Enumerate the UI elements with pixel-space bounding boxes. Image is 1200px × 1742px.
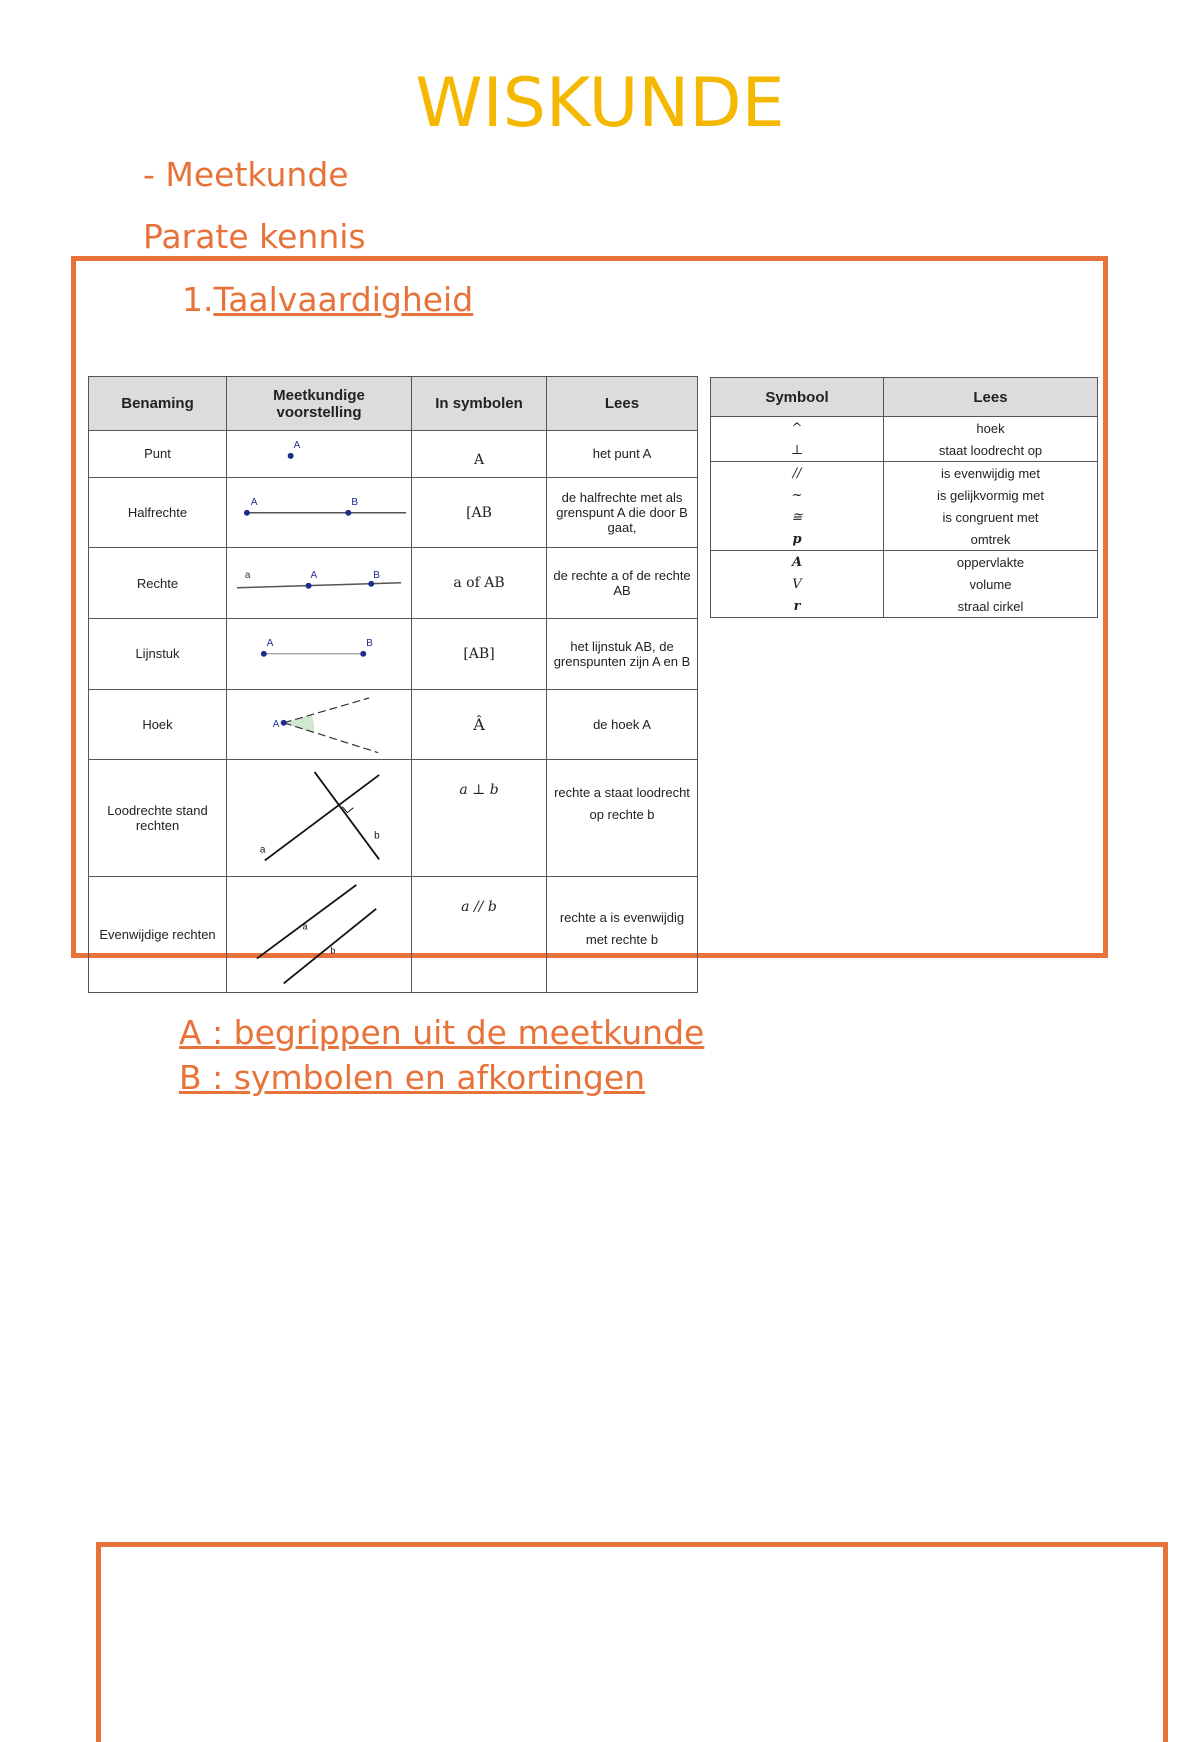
row-symbol: [AB]	[412, 618, 547, 689]
header-symbolen: In symbolen	[412, 377, 547, 431]
page-title: WISKUNDE	[415, 64, 785, 143]
header-symbool: Symbool	[711, 378, 884, 417]
row-read: rechte a staat loodrecht op rechte b	[547, 760, 698, 876]
row-read: straal cirkel	[884, 595, 1098, 618]
header-lees: Lees	[547, 377, 698, 431]
row-symbol: A	[711, 551, 884, 574]
table-row	[89, 548, 698, 619]
row-symbol: A	[412, 431, 547, 478]
table-row	[711, 506, 1098, 528]
row-name: Rechte	[89, 548, 227, 619]
row-name: Punt	[89, 431, 227, 478]
row-read: is congruent met	[884, 506, 1098, 528]
row-symbol: ⊥	[711, 439, 884, 462]
row-symbol: a of AB	[412, 548, 547, 619]
svg-text:B: B	[373, 570, 380, 582]
row-name: Lijnstuk	[89, 618, 227, 689]
subsection-heading	[182, 280, 473, 319]
link-symbolen[interactable]: B : symbolen en afkortingen	[179, 1058, 646, 1097]
row-read: omtrek	[884, 528, 1098, 551]
svg-text:A: A	[266, 637, 274, 649]
table-row	[711, 551, 1098, 574]
angle-figure	[227, 689, 412, 760]
row-symbol: ~	[711, 484, 884, 506]
subsection-number: 1.	[182, 280, 214, 319]
row-name: Halfrechte	[89, 477, 227, 548]
symbols-table	[710, 377, 1098, 618]
row-symbol: r	[711, 595, 884, 618]
section-heading: Parate kennis	[143, 217, 366, 256]
svg-text:b: b	[330, 945, 336, 956]
table-row	[89, 618, 698, 689]
row-read: is evenwijdig met	[884, 462, 1098, 485]
row-read: is gelijkvormig met	[884, 484, 1098, 506]
header-voorstelling: Meetkundige voorstelling	[227, 377, 412, 431]
row-symbol: V	[711, 573, 884, 595]
row-read: de halfrechte met als grenspunt A die door B gaat,	[547, 477, 698, 548]
table-row	[711, 595, 1098, 618]
segment-figure	[227, 618, 412, 689]
row-symbol: a // b	[412, 876, 547, 992]
row-read: hoek	[884, 417, 1098, 440]
svg-text:b: b	[374, 830, 380, 842]
row-name: Hoek	[89, 689, 227, 760]
table-row	[89, 876, 698, 992]
svg-text:a: a	[302, 921, 308, 932]
row-symbol: Â	[412, 689, 547, 760]
concepts-table	[88, 376, 698, 993]
header-lees: Lees	[884, 378, 1098, 417]
row-read: de hoek A	[547, 689, 698, 760]
table-row	[711, 417, 1098, 440]
row-name: Loodrechte stand rechten	[89, 760, 227, 876]
row-symbol: //	[711, 462, 884, 485]
point-figure	[227, 431, 412, 478]
link-begrippen[interactable]: A : begrippen uit de meetkunde	[179, 1013, 705, 1052]
row-symbol: ≅	[711, 506, 884, 528]
row-read: het lijnstuk AB, de grenspunten zijn A en B	[547, 618, 698, 689]
svg-text:B: B	[366, 637, 373, 649]
row-read: staat loodrecht op	[884, 439, 1098, 462]
table-row	[711, 528, 1098, 551]
half-line-figure	[227, 477, 412, 548]
svg-text:A: A	[250, 496, 258, 508]
svg-text:A: A	[272, 718, 280, 730]
table-row	[89, 431, 698, 478]
row-symbol: p	[711, 528, 884, 551]
perpendicular-figure	[227, 760, 412, 876]
table-row	[89, 477, 698, 548]
row-name: Evenwijdige rechten	[89, 876, 227, 992]
subsection-label: Taalvaardigheid	[213, 280, 474, 319]
bottom-frame	[96, 1542, 1168, 1742]
table-row	[89, 689, 698, 760]
row-symbol: a ⊥ b	[412, 760, 547, 876]
parallel-figure	[227, 876, 412, 992]
table-row	[711, 573, 1098, 595]
row-symbol: [AB	[412, 477, 547, 548]
row-read: rechte a is evenwijdig met rechte b	[547, 876, 698, 992]
svg-text:a: a	[259, 844, 266, 856]
table-row	[711, 484, 1098, 506]
table-row	[711, 462, 1098, 485]
row-read: volume	[884, 573, 1098, 595]
line-figure	[227, 548, 412, 619]
row-read: oppervlakte	[884, 551, 1098, 574]
subtitle: - Meetkunde	[143, 155, 349, 194]
svg-text:a: a	[244, 570, 251, 582]
figure-label-A: A	[293, 439, 301, 451]
table-row	[711, 439, 1098, 462]
row-read: het punt A	[547, 431, 698, 478]
row-read: de rechte a of de rechte AB	[547, 548, 698, 619]
table-row	[89, 760, 698, 876]
row-symbol: ^	[711, 417, 884, 440]
header-benaming: Benaming	[89, 377, 227, 431]
svg-text:A: A	[310, 570, 318, 582]
svg-text:B: B	[351, 496, 358, 508]
